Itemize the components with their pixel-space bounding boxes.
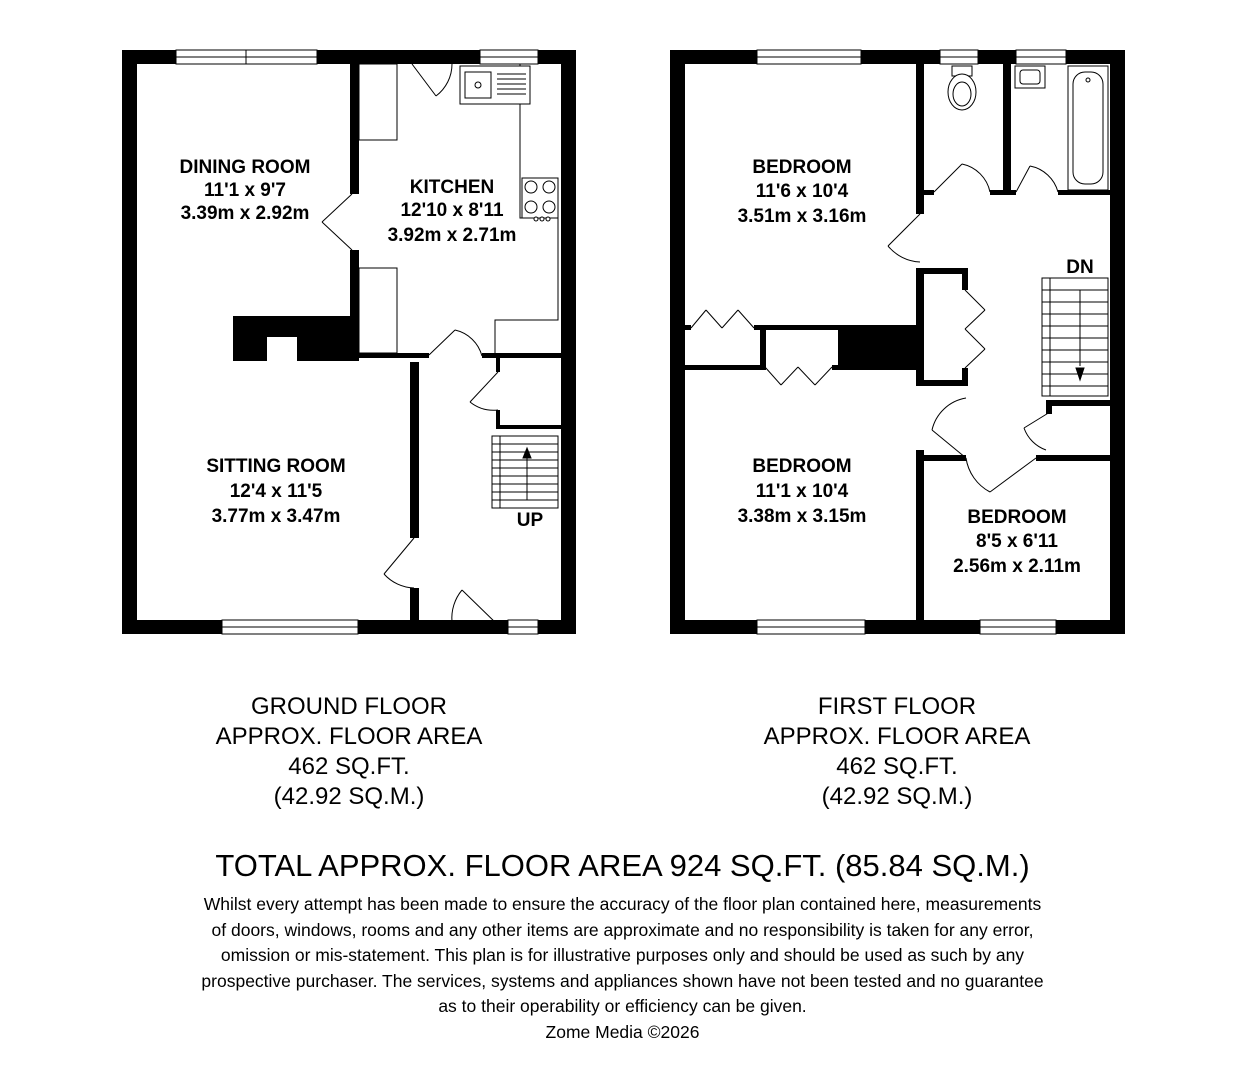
staircase-down [1042,278,1108,396]
ground-floor-area-sqft: 462 SQ.FT. [288,753,410,780]
window [222,620,358,634]
door [932,398,966,458]
room-size-imperial-bedroom-3: 8'5 x 6'11 [976,531,1058,552]
cupboard-wall [916,268,968,274]
window [940,50,978,64]
window [508,620,538,634]
room-size-metric-bedroom-2: 3.38m x 3.15m [737,506,867,527]
ground-floor-area-sqm: (42.92 SQ.M.) [273,783,425,810]
door [934,164,990,192]
partition-wall [359,353,429,358]
ground-floor-title: GROUND FLOOR [250,693,447,720]
hall-wall [410,362,419,370]
copyright: Zome Media ©2026 [545,1021,700,1042]
window [1016,50,1066,64]
disclaimer-line: Whilst every attempt has been made to ensure the accuracy of the floor plan contained here, measurements [203,894,1042,914]
cupboard-wall [916,268,924,386]
door [765,367,832,385]
door [966,458,1036,492]
door [384,538,414,588]
room-size-metric-sitting: 3.77m x 3.47m [211,506,341,527]
room-name-dining: DINING ROOM [179,157,311,178]
partition-wall [1036,455,1110,461]
partition-wall [924,190,934,195]
room-size-imperial-bedroom-1: 11'6 x 10'4 [755,181,849,202]
disclaimer-line: prospective purchaser. The services, systems and appliances shown have not been tested and no guarantee [201,970,1044,991]
room-size-metric-dining: 3.39m x 2.92m [180,203,310,224]
door [412,64,452,96]
door [965,290,985,368]
cupboard-wall [962,368,968,386]
first-floor-area-sqm: (42.92 SQ.M.) [821,783,973,810]
door [1024,412,1050,450]
disclaimer [130,892,1115,1045]
outer-wall [670,620,1125,634]
door [470,372,498,410]
door [691,310,754,328]
first-floor-title: FIRST FLOOR [817,693,977,720]
partition-wall [916,450,924,634]
cupboard-wall [962,268,968,290]
ground-floor-plan [122,50,576,634]
basin-icon [1015,66,1045,88]
ground-floor-area-label: APPROX. FLOOR AREA [215,723,483,750]
disclaimer-line: of doors, windows, rooms and any other items are approximate and no responsibility is taken for any error, [211,919,1034,940]
room-name-bedroom-1: BEDROOM [752,157,852,178]
outer-wall [670,50,685,634]
partition-wall [1046,400,1052,414]
window [757,50,861,64]
cupboard-wall [916,380,968,386]
chimney-breast [838,325,920,370]
room-size-imperial-dining: 11'1 x 9'7 [204,180,286,201]
partition-wall [1046,400,1110,406]
partition-wall [1058,190,1110,195]
room-name-bedroom-3: BEDROOM [967,507,1067,528]
disclaimer-line: omission or mis-statement. This plan is for illustrative purposes only and should be used as such by any [220,945,1025,965]
first-floor-area-sqft: 462 SQ.FT. [836,753,958,780]
cupboard-wall [496,425,561,429]
total-floor-area: TOTAL APPROX. FLOOR AREA 924 SQ.FT. (85.84 SQ.M.) [215,848,1030,883]
outer-wall [1110,50,1125,634]
room-name-sitting: SITTING ROOM [206,456,346,477]
door [322,194,352,250]
room-name-kitchen: KITCHEN [409,177,495,198]
door [429,330,482,356]
partition-wall [990,190,1016,195]
door [888,214,920,262]
cupboard-wall [496,358,500,372]
hall-wall [410,362,419,538]
toilet-icon [948,66,976,110]
room-size-metric-kitchen: 3.92m x 2.71m [387,225,517,246]
first-floor-caption [687,692,1107,812]
door [1016,166,1058,192]
stairs-up-label: UP [516,510,544,531]
bath-icon [1068,66,1108,190]
window [176,50,317,64]
room-size-imperial-bedroom-2: 11'1 x 10'4 [755,481,849,502]
ground-floor-caption [139,692,559,812]
partition-wall [916,64,924,214]
room-size-metric-bedroom-3: 2.56m x 2.11m [953,556,1081,577]
partition-wall [1003,64,1011,194]
stairs-down-label: DN [1066,257,1094,278]
partition-wall [685,325,691,330]
fireplace [267,337,297,361]
outer-wall [122,50,137,634]
hall-wall [410,588,419,620]
partition-wall [916,455,966,461]
room-name-bedroom-2: BEDROOM [752,456,852,477]
first-floor-area-label: APPROX. FLOOR AREA [763,723,1031,750]
window [757,620,865,634]
sink-icon [460,66,530,104]
outer-wall [561,50,576,634]
first-floor-plan [670,50,1125,634]
disclaimer-line: as to their operability or efficiency can be given. [438,996,807,1016]
partition-wall [685,365,765,370]
partition-wall [760,325,766,370]
partition-wall [350,64,359,194]
window [980,620,1056,634]
room-size-imperial-kitchen: 12'10 x 8'11 [400,200,504,221]
staircase-up [492,436,558,508]
partition-wall [754,325,838,330]
room-size-imperial-sitting: 12'4 x 11'5 [229,481,323,502]
window [480,50,538,64]
room-size-metric-bedroom-1: 3.51m x 3.16m [737,206,867,227]
partition-wall [482,353,561,358]
hob-icon [522,178,558,221]
